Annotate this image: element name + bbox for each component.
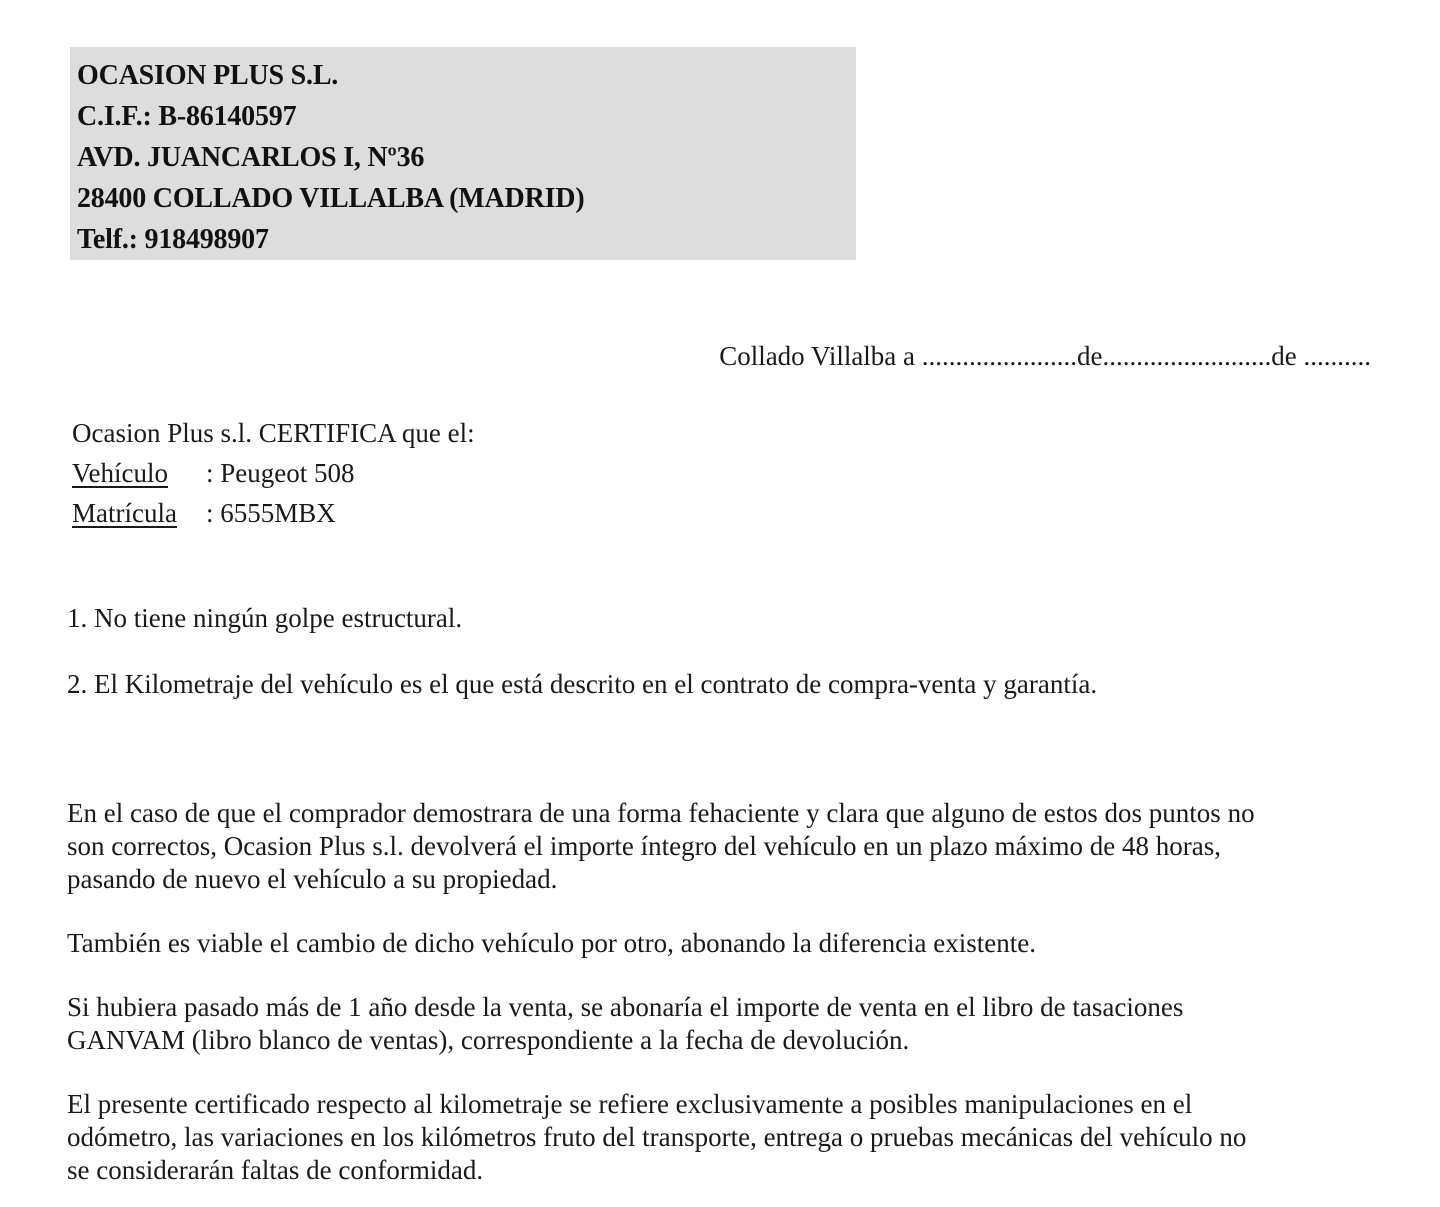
paragraph-exchange: [67, 927, 1387, 960]
vehicle-field: [72, 453, 475, 493]
certified-points-list: [67, 599, 1097, 703]
text-line: odómetro, las variaciones en los kilómetros fruto del transporte, entrega o pruebas mecánicas del vehículo no: [67, 1122, 1247, 1152]
plate-field: [72, 493, 475, 533]
company-name: OCASION PLUS S.L.: [77, 60, 339, 91]
text-line: En el caso de que el comprador demostrara de una forma fehaciente y clara que alguno de estos dos puntos no: [67, 798, 1255, 828]
text-line: El presente certificado respecto al kilometraje se refiere exclusivamente a posibles manipulaciones en el: [67, 1089, 1193, 1119]
vehicle-value: : Peugeot 508: [206, 458, 355, 488]
plate-value: : 6555MBX: [206, 498, 336, 528]
paragraph-odometer: [67, 1088, 1387, 1187]
company-city: 28400 COLLADO VILLALBA (MADRID): [77, 183, 585, 214]
text-line: son correctos, Ocasion Plus s.l. devolverá el importe íntegro del vehículo en un plazo máximo de 48 horas,: [67, 831, 1221, 861]
terms-section: [67, 797, 1387, 1187]
company-header-box: [70, 47, 856, 260]
place-and-date-line: Collado Villalba a .......................de.........................de ..........: [719, 341, 1371, 371]
paragraph-ganvam: [67, 991, 1387, 1057]
paragraph-refund: [67, 797, 1387, 896]
plate-label: Matrícula: [72, 498, 177, 528]
point-structural: 1. No tiene ningún golpe estructural.: [67, 603, 463, 633]
certification-block: [72, 413, 475, 533]
company-phone: Telf.: 918498907: [77, 224, 269, 255]
text-line: GANVAM (libro blanco de ventas), correspondiente a la fecha de devolución.: [67, 1025, 910, 1055]
text-line: pasando de nuevo el vehículo a su propiedad.: [67, 864, 558, 894]
certification-intro: Ocasion Plus s.l. CERTIFICA que el:: [72, 418, 475, 448]
text-line: Si hubiera pasado más de 1 año desde la venta, se abonaría el importe de venta en el libro de tasaciones: [67, 992, 1184, 1022]
text-line: También es viable el cambio de dicho vehículo por otro, abonando la diferencia existente.: [67, 928, 1037, 958]
point-mileage: 2. El Kilometraje del vehículo es el que está descrito en el contrato de compra-venta y garantía.: [67, 669, 1098, 699]
company-address: AVD. JUANCARLOS I, Nº36: [77, 142, 425, 173]
vehicle-label: Vehículo: [72, 458, 168, 488]
text-line: se considerarán faltas de conformidad.: [67, 1155, 484, 1185]
company-cif: C.I.F.: B-86140597: [77, 101, 297, 132]
